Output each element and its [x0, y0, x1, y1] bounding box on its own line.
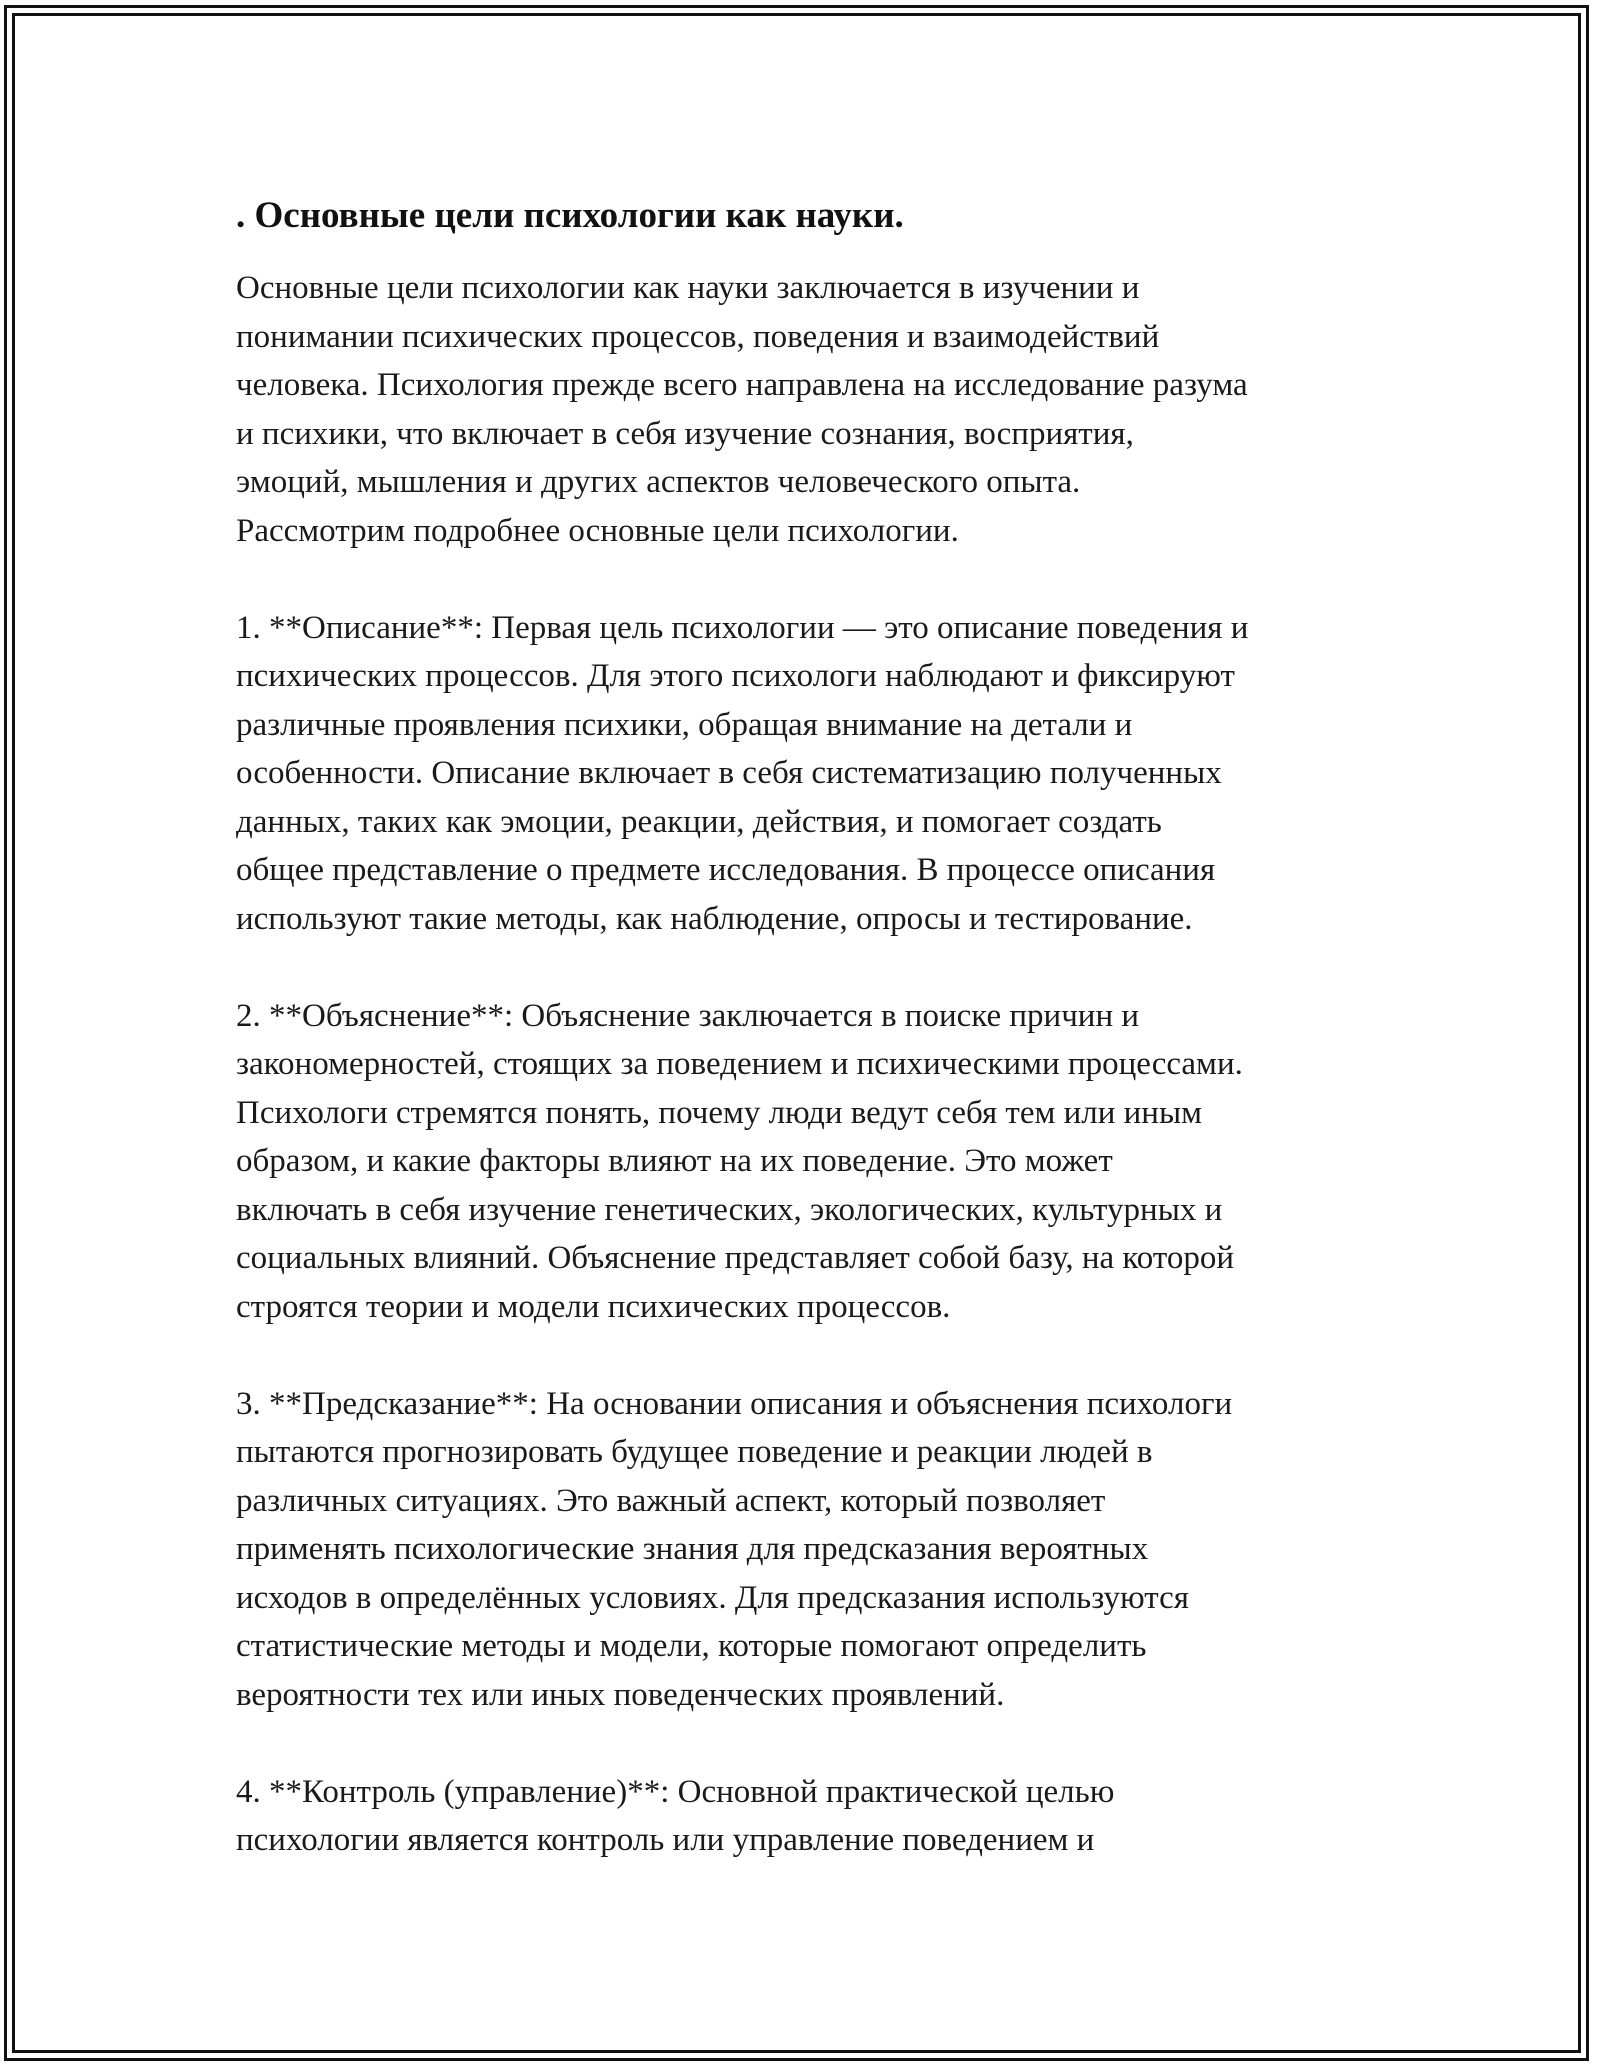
text-line: 4. **Контроль (управление)**: Основной практической целью	[236, 1773, 1115, 1810]
document-body	[236, 190, 1386, 1913]
text-line: социальных влияний. Объяснение представляет собой базу, на которой	[236, 1240, 1234, 1276]
text-line: закономерностей, стоящих за поведением и психическими процессами.	[236, 1046, 1243, 1082]
text-line: психологии является контроль или управление поведением и	[236, 1822, 1095, 1858]
text-line: данных, таких как эмоции, реакции, действия, и помогает создать	[236, 803, 1162, 840]
text-line: пытаются прогнозировать будущее поведение и реакции людей в	[236, 1434, 1153, 1470]
text-line: вероятности тех или иных поведенческих проявлений.	[236, 1676, 1005, 1713]
paragraph-explanation	[236, 992, 1386, 1332]
text-line: используют такие методы, как наблюдение, опросы и тестирование.	[236, 900, 1193, 937]
text-line: исходов в определённых условиях. Для предсказания используются	[236, 1579, 1189, 1616]
paragraph-intro	[236, 264, 1386, 555]
text-line: 3. **Предсказание**: На основании описания и объяснения психологи	[236, 1385, 1233, 1422]
text-line: строятся теории и модели психических процессов.	[236, 1288, 951, 1325]
text-line: особенности. Описание включает в себя систематизацию полученных	[236, 755, 1222, 791]
paragraph-prediction	[236, 1380, 1386, 1720]
text-line: 2. **Объяснение**: Объяснение заключается в поиске причин и	[236, 997, 1140, 1034]
text-line: применять психологические знания для предсказания вероятных	[236, 1531, 1149, 1567]
text-line: Основные цели психологии как науки заключается в изучении и	[236, 270, 1140, 306]
text-line: различных ситуациях. Это важный аспект, который позволяет	[236, 1482, 1106, 1519]
text-line: образом, и какие факторы влияют на их поведение. Это может	[236, 1143, 1113, 1179]
text-line: общее представление о предмете исследования. В процессе описания	[236, 852, 1216, 888]
text-line: психических процессов. Для этого психологи наблюдают и фиксируют	[236, 658, 1235, 694]
text-line: включать в себя изучение генетических, экологических, культурных и	[236, 1191, 1223, 1228]
text-line: статистические методы и модели, которые помогают определить	[236, 1628, 1147, 1664]
document-title: . Основные цели психологии как науки.	[236, 195, 904, 236]
text-line: и психики, что включает в себя изучение сознания, восприятия,	[236, 415, 1134, 452]
text-line: различные проявления психики, обращая внимание на детали и	[236, 706, 1133, 743]
text-line: Рассмотрим подробнее основные цели психологии.	[236, 512, 959, 549]
text-line: Психологи стремятся понять, почему люди ведут себя тем или иным	[236, 1094, 1203, 1131]
paragraph-description	[236, 604, 1386, 944]
text-line: 1. **Описание**: Первая цель психологии — это описание поведения и	[236, 609, 1249, 646]
text-line: понимании психических процессов, поведения и взаимодействий	[236, 318, 1160, 355]
text-line: человека. Психология прежде всего направлена на исследование разума	[236, 367, 1248, 403]
text-line: эмоций, мышления и других аспектов человеческого опыта.	[236, 464, 1081, 500]
paragraph-control	[236, 1768, 1386, 1865]
